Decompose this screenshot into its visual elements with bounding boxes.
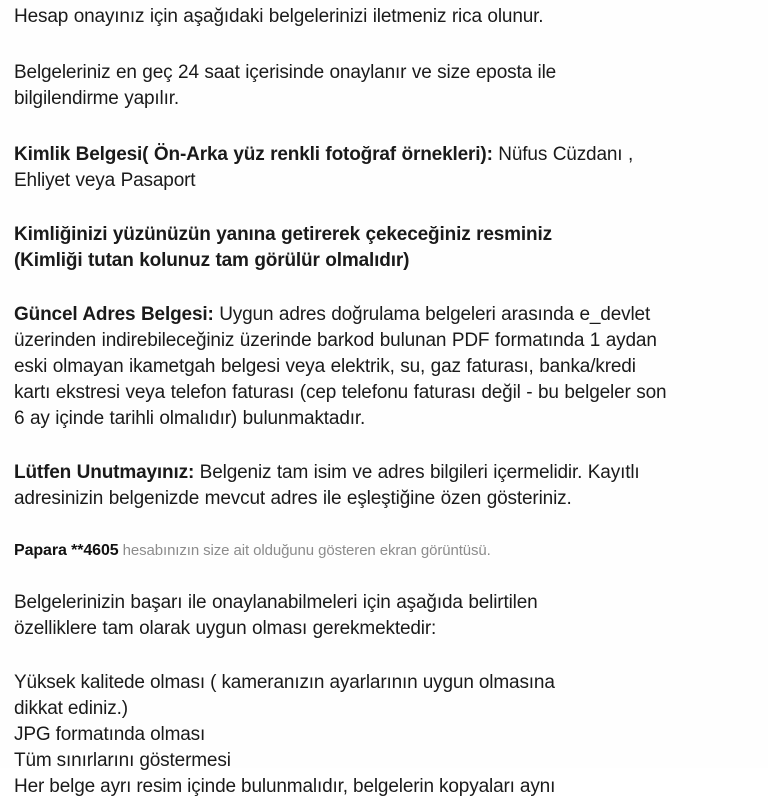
spacer-after-requirements-intro — [14, 642, 754, 670]
papara-account-tail: hesabınızın size ait olduğunu gösteren ekran görüntüsü. — [118, 542, 491, 559]
spacer-after-selfie-requirement — [14, 274, 754, 302]
spacer-after-id-document — [14, 194, 754, 222]
selfie-requirement-line-2: (Kimliği tutan kolunuz tam görülür olmalıdır) — [14, 250, 410, 271]
papara-account-paragraph — [14, 540, 714, 562]
spacer-after-papara-account — [14, 562, 754, 590]
requirement-item-1-line-1: Yüksek kalitede olması ( kameranızın ayarlarının uygun olmasına — [14, 672, 555, 693]
reminder-rest: Belgeniz tam isim ve adres bilgileri içermelidir. Kayıtlı adresinizin belgenizde mevcut adres ile eşleştiğine özen gösteriniz. — [14, 462, 640, 509]
approval-notice-line-2: bilgilendirme yapılır. — [14, 88, 180, 109]
spacer-after-approval-notice — [14, 112, 754, 142]
approval-notice-line-1: Belgeleriniz en geç 24 saat içerisinde onaylanır ve size eposta ile — [14, 62, 557, 83]
selfie-requirement-line-1: Kimliğinizi yüzünüzün yanına getirerek çekeceğiniz resminiz — [14, 224, 552, 245]
requirement-item-3: Tüm sınırlarını göstermesi — [14, 750, 231, 771]
id-document-paragraph — [14, 142, 674, 194]
requirements-intro-line-2: özelliklere tam olarak uygun olması gerekmektedir: — [14, 618, 437, 639]
requirement-item-1-line-2: dikkat ediniz.) — [14, 698, 128, 719]
papara-account-lead: Papara **4605 — [14, 542, 119, 559]
address-document-lead: Güncel Adres Belgesi: — [14, 304, 214, 325]
address-document-rest: Uygun adres doğrulama belgeleri arasında e_devlet üzerinden indirebileceğiniz üzerinde barkod bulunan PDF formatında 1 aydan eski olmayan ikametgah belgesi veya elektrik, su, gaz faturası, banka/kredi kartı ekstresi veya telefon faturası (cep telefonu faturası değil - bu belgeler son 6 ay içinde tarihli olmalıdır) bulunmaktadır. — [14, 304, 667, 429]
requirement-item-4: Her belge ayrı resim içinde bulunmalıdır, belgelerin kopyaları aynı — [14, 776, 556, 797]
spacer-after-intro — [14, 30, 754, 60]
spacer-after-reminder — [14, 512, 754, 540]
id-document-rest: Nüfus Cüzdanı , Ehliyet veya Pasaport — [14, 144, 634, 191]
reminder-paragraph — [14, 460, 674, 512]
selfie-requirement-paragraph — [14, 222, 674, 274]
requirements-intro-paragraph — [14, 590, 674, 642]
address-document-paragraph — [14, 302, 674, 432]
requirement-item-2: JPG formatında olması — [14, 724, 206, 745]
spacer-after-address-document — [14, 432, 754, 460]
requirements-intro-line-1: Belgelerinizin başarı ile onaylanabilmeleri için aşağıda belirtilen — [14, 592, 538, 613]
reminder-lead: Lütfen Unutmayınız: — [14, 462, 195, 483]
intro-paragraph — [14, 4, 674, 30]
approval-notice-paragraph — [14, 60, 674, 112]
intro-line-1: Hesap onayınız için aşağıdaki belgelerinizi iletmeniz rica olunur. — [14, 6, 544, 27]
id-document-lead: Kimlik Belgesi( Ön-Arka yüz renkli fotoğraf örnekleri): — [14, 144, 493, 165]
requirements-list — [14, 670, 694, 800]
